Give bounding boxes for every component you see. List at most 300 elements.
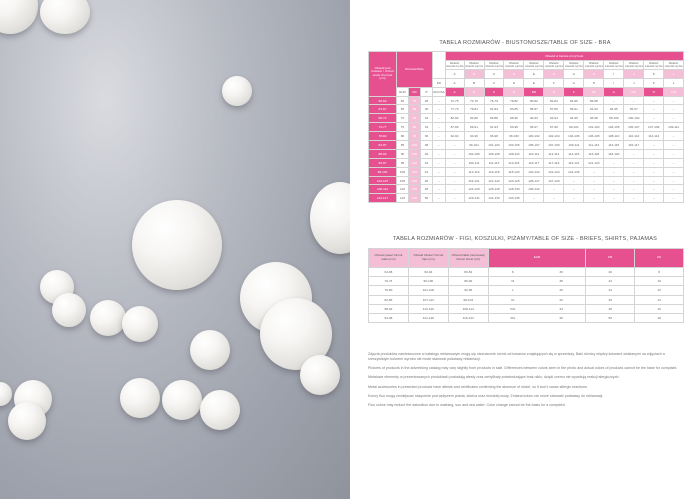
pearl — [52, 293, 86, 327]
cup-size-label: Wielkość miseczki cup bra — [505, 61, 523, 68]
table-row — [369, 141, 684, 150]
table-cell: 113-115 — [504, 158, 524, 167]
table-row — [369, 105, 684, 114]
table-cell: 90 — [397, 149, 409, 158]
table-cell: 93-97 — [369, 158, 397, 167]
cup-letter-uk: D — [504, 87, 524, 96]
table-cell: 76-79 — [484, 96, 504, 105]
table-cell: – — [564, 194, 584, 203]
table-cell: 44 — [421, 167, 433, 176]
table-cell: 122-124 — [544, 167, 564, 176]
table-cell: – — [644, 149, 664, 158]
table-cell: 91-93 — [484, 123, 504, 132]
table-cell: 58-62 — [369, 96, 397, 105]
table-cell: 110 — [397, 185, 409, 194]
table-cell: – — [433, 176, 446, 185]
table-cell: 86-90 — [448, 277, 488, 286]
table-cell: 48 — [421, 185, 433, 194]
table-cell: 113-115 — [604, 141, 624, 150]
cup-letter-fr: J — [624, 78, 644, 87]
table-cell: 110-112 — [524, 149, 544, 158]
table-cell: 106-108 — [484, 149, 504, 158]
table-row — [369, 194, 684, 203]
table-cell: – — [664, 194, 684, 203]
table-cell: 82-86 — [369, 295, 409, 304]
table-cell: 75 — [397, 123, 409, 132]
table-cell: 36 — [421, 132, 433, 141]
table-cell: 82-84 — [445, 114, 464, 123]
table-cell: 83-85 — [504, 105, 524, 114]
table-cell: 87-89 — [544, 105, 564, 114]
table-cell: 64-68 — [369, 268, 409, 277]
table-cell: – — [664, 114, 684, 123]
table-row — [369, 149, 684, 158]
table-cell: 28 — [421, 96, 433, 105]
eur-letter: M — [511, 279, 515, 284]
table-cell: 108-110 — [504, 149, 524, 158]
table-cell: 95 — [409, 132, 421, 141]
table-cell: 90-93 — [524, 114, 544, 123]
table-cell: 46 — [586, 295, 635, 304]
table-cell: – — [644, 105, 664, 114]
cup-letter-fr: K — [644, 78, 664, 87]
table-cell: 118-120 — [604, 149, 624, 158]
table-cell: 48 — [586, 304, 635, 313]
table-cell: 95 — [397, 158, 409, 167]
table-cell: – — [644, 158, 664, 167]
table-cell: 107-109 — [544, 141, 564, 150]
table-cell: 46 — [421, 176, 433, 185]
table-cell: 100 — [397, 167, 409, 176]
table-cell: – — [433, 123, 446, 132]
table-cell: 85-87 — [524, 105, 544, 114]
pearl — [132, 200, 222, 290]
table-cell: 105-107 — [524, 141, 544, 150]
table-row — [369, 286, 684, 295]
column-header: EUR — [488, 249, 586, 268]
table-row — [369, 277, 684, 286]
table-cell: 116-118 — [484, 167, 504, 176]
table-cell: 95-100 — [408, 277, 448, 286]
table-cell: 89-91 — [564, 105, 584, 114]
cup-letter-eur: J — [624, 69, 644, 78]
table-cell: 101-103 — [584, 123, 604, 132]
table-cell: 124-126 — [564, 167, 584, 176]
table-header-row — [369, 87, 684, 96]
table-cell: 111-113 — [584, 141, 604, 150]
cup-letter-eur: B — [464, 69, 484, 78]
table-cell: – — [445, 194, 464, 203]
table-cell: – — [433, 158, 446, 167]
table-cell: – — [624, 96, 644, 105]
table-cell: – — [445, 158, 464, 167]
cup-letter-uk: A — [445, 87, 464, 96]
table-cell: 115-117 — [524, 158, 544, 167]
table-cell: – — [433, 185, 446, 194]
table-cell: 121-126 — [408, 313, 448, 322]
cup-size-label: Wielkość miseczki cup bra — [465, 61, 483, 68]
note-paragraph: Zdjęcia produktów zamieszczone w katalogu reklamowym mogą się nieznacznie różnić od towarów znajdujących się w sprzedaży. Baki różnicy między kolorami widzianymi na zdjęciach a rzeczywistym kolorem wyrobu nie może stanowić podstawy reklamacji. — [368, 352, 665, 361]
table-cell: 50 — [421, 194, 433, 203]
table-cell: 99-101 — [464, 141, 484, 150]
cup-letter-eur: H — [584, 69, 604, 78]
cup-letter-eur: G — [564, 69, 584, 78]
cup-letter-eur: D — [504, 69, 524, 78]
table-cell: 124-126 — [464, 185, 484, 194]
table-cell: 10 — [635, 277, 684, 286]
cup-letter-fr: F — [544, 78, 564, 87]
table-row — [369, 185, 684, 194]
eur-size-cell — [488, 304, 586, 313]
column-header: UK — [635, 249, 684, 268]
table-cell: – — [644, 96, 664, 105]
table-cell: 44 — [586, 286, 635, 295]
table-cell: 126-128 — [484, 185, 504, 194]
bust-header: Obwód w biuście (cm)/ bust — [445, 52, 683, 61]
cup-letter-fr: E — [524, 78, 544, 87]
table-cell: – — [445, 185, 464, 194]
table-cell: 106-108 — [584, 132, 604, 141]
table-cell: 119-121 — [564, 158, 584, 167]
pearl — [120, 378, 160, 418]
pearl — [122, 306, 158, 342]
cup-letter-uk: DD — [524, 87, 544, 96]
eur-size-cell — [488, 286, 586, 295]
eur-number: 42 — [559, 297, 563, 302]
table-cell: 123-125 — [504, 176, 524, 185]
blank-cell — [433, 52, 446, 79]
table-cell: 74-76 — [464, 96, 484, 105]
cup-letter-uk: HH — [664, 87, 684, 96]
table-cell: 109-111 — [464, 158, 484, 167]
table-cell: – — [664, 176, 684, 185]
table-cell: 80-84 — [448, 268, 488, 277]
table-cell: – — [584, 176, 604, 185]
eur-letter: 3XL — [510, 316, 516, 321]
table-cell: – — [433, 105, 446, 114]
table-cell: – — [604, 167, 624, 176]
table-cell: 105 — [409, 149, 421, 158]
table-cell: 96-98 — [484, 132, 504, 141]
table-cell: 75 — [409, 96, 421, 105]
table-cell: 112-114 — [644, 132, 664, 141]
region-label: FR — [433, 78, 446, 87]
cup-letter-eur: F — [544, 69, 564, 78]
table-row — [369, 123, 684, 132]
eur-letter: XXL — [509, 306, 516, 311]
table-cell: 103-105 — [504, 141, 524, 150]
table-cell: – — [584, 194, 604, 203]
table-cell: 80 — [409, 105, 421, 114]
table-cell: 129-131 — [464, 194, 484, 203]
bra-size-table — [368, 51, 684, 203]
table-row — [369, 158, 684, 167]
table-cell: 8 — [635, 268, 684, 277]
table-cell: – — [604, 96, 624, 105]
table-cell: 120 — [409, 176, 421, 185]
table-cell: 107-112 — [408, 295, 448, 304]
table-cell: 100 — [409, 141, 421, 150]
table-cell: 80 — [397, 132, 409, 141]
table-cell: – — [664, 158, 684, 167]
table-cell: 105 — [397, 176, 409, 185]
table-cell: 78-82 — [504, 96, 524, 105]
cup-size-label: Wielkość miseczki cup bra — [564, 61, 583, 68]
table-cell: 94-98 — [369, 313, 409, 322]
table-cell: 100-102 — [624, 114, 644, 123]
cup-letter-uk: G — [604, 87, 624, 96]
table-cell: 40 — [586, 268, 635, 277]
table-cell: – — [445, 167, 464, 176]
table-cell: – — [624, 167, 644, 176]
eur-number: 46 — [559, 316, 563, 321]
table-cell: 110-112 — [624, 132, 644, 141]
table-row — [369, 176, 684, 185]
region-label: FR — [409, 87, 421, 96]
table-cell: 104-106 — [464, 149, 484, 158]
eur-letter: L — [511, 288, 514, 293]
table-row — [369, 313, 684, 322]
pearl — [222, 76, 252, 106]
pearl — [310, 182, 350, 254]
table-cell: 88-90 — [504, 114, 524, 123]
table-cell: 118-120 — [504, 167, 524, 176]
table-cell: 90-94 — [408, 268, 448, 277]
table-cell: 16 — [635, 304, 684, 313]
cup-letter-fr: C — [484, 78, 504, 87]
table-cell: 114-116 — [564, 149, 584, 158]
eur-letter: XL — [510, 297, 515, 302]
eur-number: 44 — [559, 306, 563, 311]
cup-letter-uk: H — [644, 87, 664, 96]
cup-size-label: Wielkość miseczki cup bra — [485, 61, 503, 68]
table-cell: – — [584, 185, 604, 194]
table-cell: – — [433, 96, 446, 105]
table-cell: 130 — [409, 194, 421, 203]
table-cell: 98-100 — [604, 114, 624, 123]
table-cell: 94-96 — [564, 114, 584, 123]
table-cell: 72-75 — [445, 96, 464, 105]
table-cell: – — [433, 114, 446, 123]
table-cell: – — [524, 194, 544, 203]
table-cell: 50 — [586, 313, 635, 322]
table-cell: 60 — [397, 96, 409, 105]
table-cell: 102-104 — [544, 132, 564, 141]
size-header: Rozmiar/Size — [397, 52, 433, 88]
table-cell: 85 — [397, 141, 409, 150]
column-header: Obwód klatki piersiowej/ Circuit chest (cm) — [448, 249, 488, 268]
cup-letter-uk: F — [564, 87, 584, 96]
cup-letter-uk: FF — [584, 87, 604, 96]
table-cell: – — [544, 194, 564, 203]
table-cell: 84-86 — [464, 114, 484, 123]
table-cell: – — [604, 194, 624, 203]
table-cell: 92-94 — [544, 114, 564, 123]
table-cell: 113-120 — [408, 304, 448, 313]
table-cell: – — [644, 176, 664, 185]
table-cell: 98-102 — [369, 167, 397, 176]
table-cell: 70-74 — [369, 277, 409, 286]
table-cell: 87-89 — [445, 123, 464, 132]
table-cell: – — [604, 158, 624, 167]
bra-table-title: TABELA ROZMIARÓW - BIUSTONOSZE/TABLE OF SIZE - BRA — [439, 40, 611, 46]
table-cell: 30 — [421, 105, 433, 114]
table-cell: – — [644, 194, 664, 203]
table-cell: – — [664, 149, 684, 158]
cup-letter-fr: H — [584, 78, 604, 87]
table-cell: 99-101 — [564, 123, 584, 132]
table-row — [369, 167, 684, 176]
disclaimer-notes — [368, 352, 678, 412]
table-cell: 86-88 — [484, 114, 504, 123]
table-cell: 92-94 — [445, 132, 464, 141]
table-cell: 85 — [409, 114, 421, 123]
cup-letter-eur: L — [664, 69, 684, 78]
pearl — [300, 355, 340, 395]
note-paragraph: Kolory fluo mogą zmniejszać nasycenie pod wpływem prania, słońca oraz morskiej wody. Zmiana koloru nie może stanowić podstawy do reklamacji. — [368, 393, 604, 398]
cup-size-label: Wielkość miseczki cup bra — [544, 61, 563, 68]
cup-letter-fr: B — [464, 78, 484, 87]
table-cell: – — [664, 185, 684, 194]
table-cell: – — [624, 149, 644, 158]
column-header: Obwód pasa/ Circuit waist (cm) — [369, 249, 409, 268]
pearl — [200, 390, 240, 430]
table-cell: 133-135 — [504, 194, 524, 203]
cup-letter-fr: D — [504, 78, 524, 87]
table-cell: – — [445, 149, 464, 158]
table-cell: 109-111 — [664, 123, 684, 132]
region-label: EUR — [397, 87, 409, 96]
table-row — [369, 132, 684, 141]
table-cell: 32 — [421, 114, 433, 123]
eur-size-cell — [488, 313, 586, 322]
table-cell: – — [624, 176, 644, 185]
table-cell: 117-119 — [544, 158, 564, 167]
cup-size-label: Wielkość miseczki cup bra — [624, 61, 643, 68]
cup-letter-uk: C — [484, 87, 504, 96]
table-cell: 42 — [421, 158, 433, 167]
table-cell: 80-82 — [524, 96, 544, 105]
cup-size-label: Wielkość miseczki cup bra — [604, 61, 623, 68]
cup-letter-eur: E — [524, 69, 544, 78]
table-cell: 101-103 — [484, 141, 504, 150]
eur-number: 36 — [559, 270, 563, 275]
cup-letter-fr: G — [564, 78, 584, 87]
table-cell: 77-79 — [445, 105, 464, 114]
table-cell: 94-96 — [464, 132, 484, 141]
table-cell: 14 — [635, 295, 684, 304]
table-cell: – — [644, 114, 664, 123]
table-cell: 68-72 — [369, 114, 397, 123]
pearl — [90, 300, 126, 336]
table-cell: 93-95 — [504, 123, 524, 132]
table-cell: 109-111 — [564, 141, 584, 150]
table-cell: – — [664, 132, 684, 141]
table-cell: 125-127 — [524, 176, 544, 185]
table-cell: 93-95 — [604, 105, 624, 114]
table-cell: – — [433, 141, 446, 150]
table-cell: 115 — [397, 194, 409, 203]
table-cell: 103-105 — [604, 123, 624, 132]
table-cell: 88-92 — [369, 149, 397, 158]
cup-size-label: Wielkość miseczki cup bra — [644, 61, 663, 68]
pearl — [40, 0, 90, 34]
table-cell: 76-80 — [369, 286, 409, 295]
table-cell: 91-93 — [584, 105, 604, 114]
table-cell: – — [433, 194, 446, 203]
pearl — [0, 382, 12, 406]
table-cell: 116-118 — [584, 149, 604, 158]
table-cell: 95-97 — [624, 105, 644, 114]
eur-size-cell — [488, 268, 586, 277]
table-cell: 96-98 — [584, 114, 604, 123]
table-cell: – — [604, 185, 624, 194]
table-row — [369, 268, 684, 277]
table-row — [369, 304, 684, 313]
table-cell: 104-106 — [564, 132, 584, 141]
table-cell: – — [624, 185, 644, 194]
table-cell: – — [584, 167, 604, 176]
table-cell: 70 — [397, 114, 409, 123]
column-header: FR — [586, 249, 635, 268]
cup-letter-eur: I — [604, 69, 624, 78]
table-cell: 111-113 — [484, 158, 504, 167]
table-cell: 127-129 — [544, 176, 564, 185]
pearl — [190, 330, 230, 370]
table-cell: 114-116 — [464, 167, 484, 176]
table-cell: – — [624, 158, 644, 167]
table-cell: 116-122 — [448, 313, 488, 322]
cup-letter-eur: C — [484, 69, 504, 78]
table-cell: 34 — [421, 123, 433, 132]
table-cell: 42 — [586, 277, 635, 286]
eur-size-cell — [488, 277, 586, 286]
cup-letter-fr: A — [445, 78, 464, 87]
table-cell: 63-67 — [369, 105, 397, 114]
table-cell: – — [445, 141, 464, 150]
cup-letter-uk: E — [544, 87, 564, 96]
column-header: Obwód bioder/ Circuit hips (cm) — [408, 249, 448, 268]
table-cell: 89-91 — [464, 123, 484, 132]
cup-size-label: Wielkość miseczki cup bra — [525, 61, 543, 68]
table-cell: 98-100 — [504, 132, 524, 141]
table-cell: 100-102 — [524, 132, 544, 141]
table-cell: 92-96 — [448, 286, 488, 295]
table-cell: – — [664, 105, 684, 114]
table-cell: – — [644, 167, 664, 176]
pearl — [0, 0, 38, 34]
table-header-row — [369, 249, 684, 268]
cup-letter-eur: K — [644, 69, 664, 78]
table-cell: 105-107 — [624, 123, 644, 132]
table-cell: 18 — [635, 313, 684, 322]
table-cell: 88-92 — [369, 304, 409, 313]
note-paragraph: Fluo colors may reduce the saturation due to washing, sun and sea water. Color change cannot be the basis for a complaint. — [368, 402, 566, 407]
briefs-table-title: TABELA ROZMIARÓW - FIGI, KOSZULKI, PIŻAMY/TABLE OF SIZE - BRIEFS, SHIRTS, PAJAMAS — [392, 236, 658, 242]
table-header-row — [369, 52, 684, 61]
table-cell: 65 — [397, 105, 409, 114]
table-cell: 115-117 — [624, 141, 644, 150]
table-cell: 130-132 — [524, 185, 544, 194]
underbust-header: Obwód pod biustem / Circuit under the bust (cm) — [369, 52, 397, 97]
table-cell: 128-130 — [504, 185, 524, 194]
eur-number: 38 — [559, 279, 563, 284]
table-cell: – — [433, 167, 446, 176]
table-cell: – — [564, 176, 584, 185]
pearl — [8, 402, 46, 440]
table-cell: 121-123 — [584, 158, 604, 167]
table-cell: 125 — [409, 185, 421, 194]
